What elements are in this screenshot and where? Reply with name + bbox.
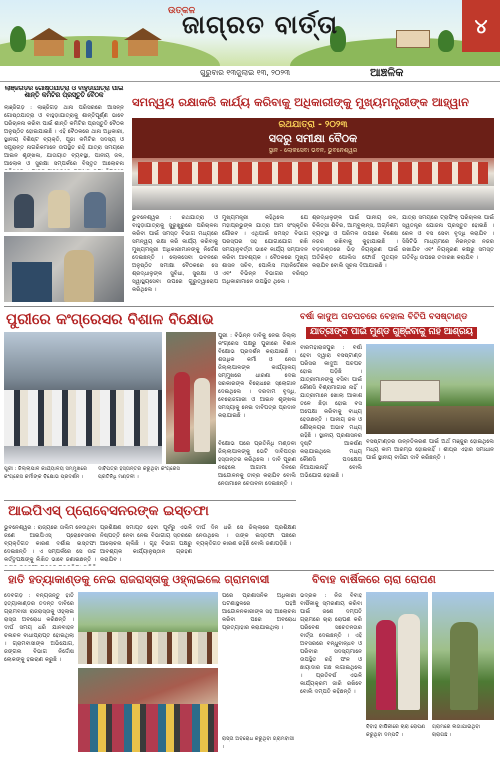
- masthead-hill: [0, 36, 220, 66]
- hut-illustration: [34, 40, 64, 56]
- peace-committee-photo: [4, 172, 124, 232]
- subheadline-bus-stand: ଯାତ୍ରୀଙ୍କ ପାଇଁ ମୁଣ୍ଡ ଗୁଞ୍ଜିବାକୁ ନାହିଁ ଆଶ୍ରୟ: [306, 327, 477, 339]
- tree-illustration: [438, 30, 454, 52]
- headline-ips-resignation: ଆଇପିଏସ୍ ପ୍ରୋବେସନରଙ୍କ ଇସ୍ତଫା: [8, 503, 209, 519]
- article-body: ଭଦ୍ରକ : ନିଜ ବିବାହ ବାର୍ଷିକୀକୁ ସ୍ମରଣୀୟ କରିବା ପାଇଁ ଜଣେ ଦମ୍ପତି ଗ୍ରାମରେ ଚାରା ରୋପଣ କରି ପରିବେଶ ସଚେତନତାର ବାର୍ତ୍ତା ଦେଇଛନ୍ତି । ଏହି ଅବସରରେ ବନ୍ଧୁବାନ୍ଧବ ଓ ପରିବାର ସଦସ୍ୟମାନେ ଉପସ୍ଥିତ ରହି ଫଳ ଓ ଛାୟାଦାର ଗଛ ଲଗାଇଥିଲେ । ପ୍ରତିବର୍ଷ ଏଭଳି କାର୍ଯ୍ୟକ୍ରମ ଜାରି ରଖିବେ ବୋଲି ଦମ୍ପତି କହିଛନ୍ତି ।: [300, 593, 362, 695]
- photo-caption: ବିବାହ ବାର୍ଷିକୀରେ ଚାରା ରୋପଣ କରୁଥିବା ଦମ୍ପତି ।: [366, 724, 426, 738]
- meeting-table: [132, 186, 494, 210]
- person-figure: [194, 378, 210, 452]
- headline-cm-review: ସମନ୍ୱୟ ରକ୍ଷାକରି କାର୍ଯ୍ୟ କରିବାକୁ ଅଧିକାରୀଙ୍କୁ ମୁଖ୍ୟମନ୍ତ୍ରୀଙ୍କ ଆହ୍ୱାନ: [132, 95, 469, 109]
- road-blockade-photo: [78, 592, 218, 664]
- protesters-row: [4, 390, 162, 446]
- article-body-continued: ପରେ ପ୍ରଶାସନିକ ଅଧିକାରୀ ଘଟଣାସ୍ଥଳରେ ପହଞ୍ଚି ଆନ୍ଦୋଳନକାରୀଙ୍କ ସହ ଆଲୋଚନା କରିବା ପରେ ଅବରୋଧ ପ୍ରତ୍ୟାହାର କରାଯାଇଥିଲା ।: [222, 593, 296, 631]
- divider: [4, 570, 494, 571]
- person-figure: [48, 190, 70, 228]
- article-body: ଲାଞ୍ଜିଗଡ଼ : ଲାଞ୍ଜିଗଡ଼ ଥାନା ପରିସରରେ ଆସନ୍ନ ଗୋଷ୍ଠଯାତ୍ରା ଓ ବାହୁଡ଼ାଯାତ୍ରାକୁ ଶାନ୍ତିପୂର୍ଣ୍ଣ ଭାବେ ପରିଚାଳନା କରିବା ପାଇଁ ଶାନ୍ତି କମିଟିର ପ୍ରସ୍ତୁତି ବୈଠକ ଅନୁଷ୍ଠିତ ହୋଇଯାଇଛି । ଏହି ବୈଠକରେ ଥାନା ଅଧିକାରୀ, ସ୍ଥାନୀୟ ବିଶିଷ୍ଟ ବ୍ୟକ୍ତି, ପୂଜା କମିଟିର ସଦସ୍ୟ ଓ ସମ୍ଭ୍ରାନ୍ତ ନାଗରିକମାନେ ଉପସ୍ଥିତ ରହି ଯାତ୍ରା ସମୟରେ ଆଇନ ଶୃଙ୍ଖଳା, ଯାତାୟାତ ବ୍ୟବସ୍ଥା, ପାନୀୟ ଜଳ, ଆଲୋକ ଓ ସୁରକ୍ଷା ସମ୍ପର୍କରେ ବିସ୍ତୃତ ଆଲୋଚନା: [4, 105, 124, 167]
- shelter-figure: [380, 380, 440, 402]
- leaders-photo: [166, 332, 216, 464]
- banner-subtitle: ସ୍ଥାନ - ଲୋକସେବା ଭବନ, ଭୁବନେଶ୍ୱର: [268, 147, 358, 154]
- article-lanjigarh: [4, 86, 124, 170]
- villagers-sitting-photo: [78, 668, 218, 752]
- review-meeting-photo: [132, 118, 494, 210]
- officials-row: [138, 162, 488, 184]
- article-body-col3: ଶ୍ରଦ୍ଧାଳୁଙ୍କ ପାଇଁ ପାନୀୟ ଜଳ, ଚିକିତ୍ସା ଶିବିର, ଆମ୍ବୁଲାନ୍ସ, ଅଗ୍ନିଶମ ବ୍ୟବସ୍ଥା ଓ ପରିମଳ ଉପରେ ବିଶେଷ ନଜର ରଖିବାକୁ କୁହାଯାଇଛି । ବଡ଼ଦାଣ୍ଡରେ ଭିଡ଼ ନିୟନ୍ତ୍ରଣ ପାଇଁ ଅତିରିକ୍ତ ପୋଲିସ ଫୋର୍ସ ମୁତୟନ କରାଯିବ ବୋଲି ସୂଚନା ଦିଆଯାଇଛି ।: [312, 215, 398, 269]
- bus-stand-photo: [366, 344, 494, 434]
- article-body-col2: ମୁଖ୍ୟମନ୍ତ୍ରୀ କହିଥିଲେ ଯେ ମହାପ୍ରଭୁଙ୍କ ଯାତ୍ରା ଆମ ସଂସ୍କୃତିର ଗୌରବ । ଏଥିପାଇଁ ସମସ୍ତ ବିଭାଗ ପରସ୍ପର ସହ ଯୋଗାଯୋଗ ରଖି ସମୟାନୁବର୍ତ୍ତୀ ଭାବେ କାର୍ଯ୍ୟ ସମ୍ପାଦନ କରିବା ଆବଶ୍ୟକ । ବୈଠକରେ ମୁଖ୍ୟ ଶାସନ ସଚିବ, ପୋଲିସ ମହାନିର୍ଦ୍ଦେଶକ ଏବଂ ବିଭିନ୍ନ ବିଭାଗର ବରିଷ୍ଠ ଅଧିକାରୀମାନେ ଉପସ୍ଥିତ ଥିଲେ ।: [222, 215, 308, 285]
- person-figure: [376, 620, 396, 710]
- couple-planting-photo: [366, 592, 428, 720]
- newspaper-title: ଜାଗ୍ରତ ବାର୍ତ୍ତା: [182, 10, 339, 39]
- person-figure: [398, 614, 420, 710]
- headline-tree-planting: ବିବାହ ବାର୍ଷିକରେ ଚାରା ରୋପଣ: [312, 573, 436, 586]
- house-illustration: [396, 30, 430, 48]
- divider: [4, 500, 296, 501]
- article-body-col1: ଭୁବନେଶ୍ୱର : ରାଜ୍ୟରେ ତାଲିମ ନେଉଥିବା ଜଣେ ଆଇପିଏସ୍ ପ୍ରୋବେସନର ବ୍ୟକ୍ତିଗତ କାରଣ ଦର୍ଶାଇ ଇସ୍ତଫା ଦେଇଛନ୍ତି । ଏ ସମ୍ପର୍କରେ ସେ ଉଚ୍ଚ କର୍ତ୍ତୃପକ୍ଷଙ୍କୁ ଲିଖିତ ଭାବେ ଜଣାଇଛନ୍ତି ।: [4, 525, 96, 563]
- banner-title: ସଦରୁ ସମୀକ୍ଷା ବୈଠକ: [268, 132, 358, 145]
- photo-caption: ଦାବିପତ୍ର ହସ୍ତାନ୍ତର କରୁଥିବା କଂଗ୍ରେସ ପ୍ରତିନିଧି ମଣ୍ଡଳୀ ।: [98, 466, 180, 480]
- tree-illustration: [10, 26, 26, 52]
- person-figure: [84, 192, 106, 228]
- article-body-col2: ପ୍ରଶିକ୍ଷଣ ସମାପ୍ତ ହେବା ପୂର୍ବରୁ ଏଭଳି ନିଷ୍ପତ୍ତି ନେବା ନେଇ ବିଭାଗୀୟ ସ୍ତରରେ ଆଲୋଚନା ଚାଲିଛି । ଗୃହ ବିଭାଗ ପକ୍ଷରୁ ଆବଶ୍ୟକ କାର୍ଯ୍ୟାନୁଷ୍ଠାନ ଗ୍ରହଣ କରାଯିବ ।: [100, 525, 192, 563]
- villager-illustration: [74, 40, 80, 58]
- muddy-ground: [366, 406, 494, 434]
- page-number: ୪: [462, 0, 500, 52]
- police-officer-figure: [64, 250, 94, 302]
- headline-elephant-protest: ହାତି ହତ୍ୟାକାଣ୍ଡକୁ ନେଇ ରାଜରାସ୍ତାକୁ ଓହ୍ଲାଇଲେ ଗ୍ରାମବାସୀ: [8, 573, 270, 586]
- police-meeting-photo: [4, 236, 124, 302]
- article-body-col4: ଯାତ୍ରା ସମୟରେ ଟ୍ରାଫିକ୍ ପରିଚାଳନା ପାଇଁ ସ୍ୱତନ୍ତ୍ର ଯୋଜନା ପ୍ରସ୍ତୁତ ହୋଇଛି । ରେଳ ଓ ବସ ସେବା ବୃଦ୍ଧି କରାଯିବ । ସିସିଟିଭି ମାଧ୍ୟମରେ ନିରନ୍ତର ନଜର ରଖାଯିବ ଏବଂ ନିୟନ୍ତ୍ରଣ କକ୍ଷରୁ ସମସ୍ତ ଗତିବିଧି ଉପରେ ତଦାରଖ କରାଯିବ ।: [402, 215, 494, 261]
- article-body-col3: ଦୀର୍ଘ ଦିନ ଧରି ସେ ଜିଲ୍ଲାରେ ପ୍ରଶିକ୍ଷଣ ନେଉଥିଲେ । ତାଙ୍କ ଇସ୍ତଫା ପଛରେ ବ୍ୟକ୍ତିଗତ କାରଣ ରହିଛି ବୋଲି ଜଣାପଡ଼ିଛି ।: [196, 525, 296, 547]
- headline: ଲାଞ୍ଜିଗଡ଼ର ଗୋଷ୍ଠଯାତ୍ରା ଓ ବାହୁଡ଼ାଯାତ୍ରା ପାଇଁ ଶାନ୍ତି କମିଟିର ପ୍ରସ୍ତୁତି ବୈଠକ: [4, 86, 124, 99]
- article-body: ଦେବଗଡ଼ : ବନ୍ୟଜନ୍ତୁ ହାତି ହତ୍ୟାକାଣ୍ଡର ତଦନ୍ତ ଦାବିରେ ଗ୍ରାମବାସୀ ରାଜରାସ୍ତାକୁ ଓହ୍ଲାଇ ରାସ୍ତା ଅବରୋଧ କରିଛନ୍ତି । ଦୀର୍ଘ ସମୟ ଧରି ଯାନବାହନ ଚଳାଚଳ ବାଧାପ୍ରାପ୍ତ ହୋଇଥିଲା । ଗ୍ରାମବାସୀଙ୍କ ଅଭିଯୋଗ, ଜଙ୍ଗଲ ବିଭାଗ ନିର୍ଦ୍ଦୋଷ ଲୋକଙ୍କୁ ହଇରାଣ କରୁଛି ।: [4, 593, 74, 663]
- article-body-continued: ବିକ୍ଷୋଭ ପରେ ପ୍ରତିନିଧି ମଣ୍ଡଳୀ ଜିଲ୍ଲାପାଳଙ୍କୁ ଭେଟି ଦାବିପତ୍ର ହସ୍ତାନ୍ତର କରିଥିଲେ । ଦାବି ପୂରଣ ନହେଲେ ଆଗାମୀ ଦିନରେ ଆନ୍ଦୋଳନକୁ ତୀବ୍ର କରାଯିବ ବୋଲି ନେତାମାନେ ଚେତାବନୀ ଦେଇଛନ୍ତି ।: [218, 441, 296, 487]
- villagers-row: [78, 632, 218, 664]
- banner-year: ରଥଯାତ୍ରା - ୨୦୨୩: [278, 120, 348, 130]
- person-figure: [14, 194, 34, 228]
- hut-illustration: [128, 40, 158, 56]
- divider: [4, 306, 494, 307]
- article-body-col1: ଭୁବନେଶ୍ୱର : ରଥଯାତ୍ରା ଓ ବାହୁଡ଼ାଯାତ୍ରାକୁ ସୁରୁଖୁରୁରେ ପରିଚାଳନା କରିବା ପାଇଁ ସମସ୍ତ ବିଭାଗ ମଧ୍ୟରେ ସମନ୍ୱୟ ରକ୍ଷା କରି କାର୍ଯ୍ୟ କରିବାକୁ ମୁଖ୍ୟମନ୍ତ୍ରୀ ଅଧିକାରୀମାନଙ୍କୁ ନିର୍ଦ୍ଦେଶ ଦେଇଛନ୍ତି । ଲୋକସେବା ଭବନରେ ଅନୁଷ୍ଠିତ ସମୀକ୍ଷା ବୈଠକରେ ସେ ଶ୍ରଦ୍ଧାଳୁଙ୍କ ସୁବିଧା, ସୁରକ୍ଷା ଓ ସ୍ୱାସ୍ଥ୍ୟସେବା ଉପରେ ଗୁରୁତ୍ୱାରୋପ କରିଥିଲେ ।: [132, 215, 218, 293]
- protest-photo: [4, 332, 162, 464]
- photo-caption: ରାସ୍ତା ଅବରୋଧ କରୁଥିବା ଗ୍ରାମବାସୀ ।: [222, 736, 295, 750]
- headline-puri-protest: ପୁରୀରେ କଂଗ୍ରେସର ବିଶାଳ ବିକ୍ଷୋଭ: [6, 310, 214, 328]
- issue-date: ଗୁରୁବାର ୧୩ଜୁଲାଇ ୧୩, ୨୦୨୩: [200, 68, 290, 77]
- villager-illustration: [86, 40, 92, 58]
- villager-illustration: [112, 40, 118, 58]
- person-figure: [450, 622, 478, 710]
- photo-caption: ଗ୍ରାମରେ ଲଗାଯାଇଥିବା ଚାରାଗଛ ।: [432, 724, 481, 738]
- sapling-photo: [432, 592, 494, 720]
- dateline: [0, 66, 500, 82]
- photo-caption: ପୁରୀ : ଜିଲ୍ଲାପାଳ କାର୍ଯ୍ୟାଳୟ ସମ୍ମୁଖରେ କଂଗ୍ରେସ କର୍ମୀଙ୍କ ବିକ୍ଷୋଭ ପ୍ରଦର୍ଶନ ।: [4, 466, 88, 480]
- person-figure: [174, 372, 190, 452]
- section-label: ଆଞ୍ଚଳିକ: [370, 66, 404, 79]
- masthead: [0, 0, 500, 66]
- women-row: [78, 704, 218, 752]
- headline-bus-stand: ବର୍ଷା କାଦୁଅ ପଚପଚରେ ବେହାଲ ବିଟିପି ବସଷ୍ଟାଣ୍ଡ: [300, 312, 468, 322]
- article-body: ପୁରୀ : ବିଭିନ୍ନ ଦାବିକୁ ନେଇ ଜିଲ୍ଲା କଂଗ୍ରେସ ପକ୍ଷରୁ ପୁରୀରେ ବିଶାଳ ବିକ୍ଷୋଭ ପ୍ରଦର୍ଶନ କରାଯାଇଛି । ଶତାଧିକ କର୍ମୀ ଓ ନେତା ଜିଲ୍ଲାପାଳଙ୍କ କାର୍ଯ୍ୟାଳୟ ସମ୍ମୁଖରେ ଧାରଣା ଦେଇ ସରକାରଙ୍କ ବିରୋଧରେ ସ୍ଲୋଗାନ ଦେଇଥିଲେ । ଦରଦାମ ବୃଦ୍ଧି, ବେରୋଜଗାରୀ ଓ ଆଇନ ଶୃଙ୍ଖଳା ସମସ୍ୟାକୁ ନେଇ ଦାବିପତ୍ର ପ୍ରଦାନ କରାଯାଇଛି ।: [218, 333, 296, 419]
- table-figure: [12, 262, 52, 302]
- article-body: ବୀରମହାରାଜପୁର : ବର୍ଷା ହେବା ଦ୍ୱାରା ବସଷ୍ଟାଣ୍ଡ ପରିସର କାଦୁଅ ପଚପଚ ହୋଇ ପଡ଼ିଛି । ଯାତ୍ରୀମାନଙ୍କୁ ବସିବା ପାଇଁ କୌଣସି ବିଶ୍ରାମାଗାର ନାହିଁ । ଯାତ୍ରୀମାନେ ଖୋଲା ଆକାଶ ତଳେ ଛିଡ଼ା ହୋଇ ବସ ଅପେକ୍ଷା କରିବାକୁ ବାଧ୍ୟ ହେଉଛନ୍ତି । ପାନୀୟ ଜଳ ଓ ଶୌଚାଳୟର ଅଭାବ ମଧ୍ୟ ରହିଛି । ସ୍ଥାନୀୟ ପ୍ରଶାସନର ଦୃଷ୍ଟି ଆକର୍ଷଣ କରାଯାଇଥିଲେ ମଧ୍ୟ କୌଣସି ପଦକ୍ଷେପ ନିଆଯାଇନାହିଁ ବୋଲି ଅଭିଯୋଗ ହୋଇଛି ।: [300, 345, 362, 479]
- article-body-continued: ବସଷ୍ଟାଣ୍ଡର ଉନ୍ନତିକରଣ ପାଇଁ ଅର୍ଥ ମଞ୍ଜୁର ହୋଇଥିଲେ ମଧ୍ୟ କାମ ଆରମ୍ଭ ହୋଇନାହିଁ । ଶୀଘ୍ର ଏହାର ସମାଧାନ ପାଇଁ ସ୍ଥାନୀୟ ବାସିନ୍ଦା ଦାବି କରିଛନ୍ତି ।: [366, 439, 494, 461]
- brand-prefix: ଉତ୍କଳ: [168, 6, 196, 16]
